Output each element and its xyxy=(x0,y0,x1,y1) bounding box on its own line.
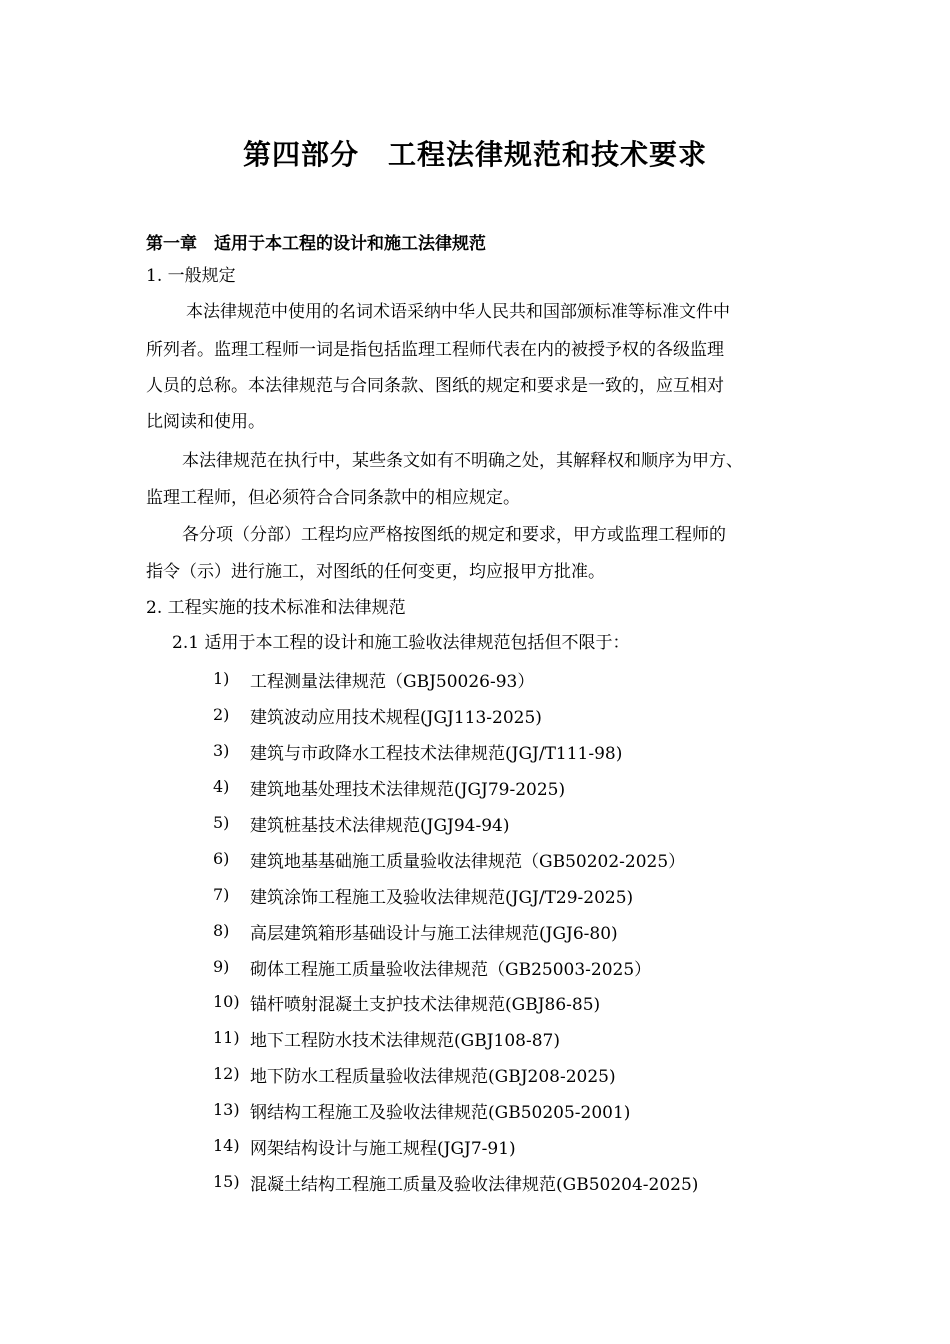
paragraph-line: 比阅读和使用。 xyxy=(146,412,265,432)
item-text: 建筑地基处理技术法律规范(JGJ79-2025) xyxy=(250,780,566,800)
item-number: 5) xyxy=(213,813,230,832)
item-text: 建筑桩基技术法律规范(JGJ94-94) xyxy=(250,816,510,836)
paragraph-line: 本法律规范中使用的名词术语采纳中华人民共和国部颁标准等标准文件中 xyxy=(186,302,730,322)
chapter-heading: 第一章 适用于本工程的设计和施工法律规范 xyxy=(146,234,486,254)
paragraph-line: 各分项（分部）工程均应严格按图纸的规定和要求，甲方或监理工程师的 xyxy=(182,525,726,545)
item-text: 地下防水工程质量验收法律规范(GBJ208-2025) xyxy=(250,1067,616,1087)
section-heading-1: 1. 一般规定 xyxy=(146,266,236,286)
item-number: 8) xyxy=(213,921,230,940)
paragraph-line: 人员的总称。本法律规范与合同条款、图纸的规定和要求是一致的，应互相对 xyxy=(146,376,724,396)
item-text: 建筑与市政降水工程技术法律规范(JGJ/T111-98) xyxy=(250,744,623,764)
item-text: 网架结构设计与施工规程(JGJ7-91) xyxy=(250,1139,516,1159)
item-text: 混凝土结构工程施工质量及验收法律规范(GB50204-2025) xyxy=(250,1175,699,1195)
item-number: 15) xyxy=(213,1172,240,1191)
paragraph-line: 所列者。监理工程师一词是指包括监理工程师代表在内的被授予权的各级监理 xyxy=(146,340,724,360)
item-number: 1) xyxy=(213,669,230,688)
paragraph-line: 指令（示）进行施工，对图纸的任何变更，均应报甲方批准。 xyxy=(146,562,605,582)
item-text: 建筑波动应用技术规程(JGJ113-2025) xyxy=(250,708,542,728)
page-title: 第四部分 工程法律规范和技术要求 xyxy=(242,138,707,171)
paragraph-line: 监理工程师，但必须符合合同条款中的相应规定。 xyxy=(146,488,520,508)
subsection-heading: 2.1 适用于本工程的设计和施工验收法律规范包括但不限于： xyxy=(172,633,630,653)
item-number: 6) xyxy=(213,849,230,868)
paragraph-line: 本法律规范在执行中，某些条文如有不明确之处，其解释权和顺序为甲方、 xyxy=(182,451,743,471)
item-text: 锚杆喷射混凝土支护技术法律规范(GBJ86-85) xyxy=(250,995,601,1015)
item-text: 高层建筑箱形基础设计与施工法律规范(JGJ6-80) xyxy=(250,924,618,944)
item-number: 10) xyxy=(213,992,240,1011)
item-number: 4) xyxy=(213,777,230,796)
item-text: 钢结构工程施工及验收法律规范(GB50205-2001) xyxy=(250,1103,631,1123)
item-number: 14) xyxy=(213,1136,240,1155)
item-text: 地下工程防水技术法律规范(GBJ108-87) xyxy=(250,1031,560,1051)
item-number: 13) xyxy=(213,1100,240,1119)
item-text: 砌体工程施工质量验收法律规范（GB25003-2025） xyxy=(250,960,652,980)
item-number: 3) xyxy=(213,741,230,760)
item-text: 建筑地基基础施工质量验收法律规范（GB50202-2025） xyxy=(250,852,686,872)
item-number: 9) xyxy=(213,957,230,976)
item-text: 工程测量法律规范（GBJ50026-93） xyxy=(250,672,535,692)
item-text: 建筑涂饰工程施工及验收法律规范(JGJ/T29-2025) xyxy=(250,888,634,908)
item-number: 7) xyxy=(213,885,230,904)
item-number: 12) xyxy=(213,1064,240,1083)
item-number: 11) xyxy=(213,1028,240,1047)
section-heading-2: 2. 工程实施的技术标准和法律规范 xyxy=(146,598,406,618)
item-number: 2) xyxy=(213,705,230,724)
